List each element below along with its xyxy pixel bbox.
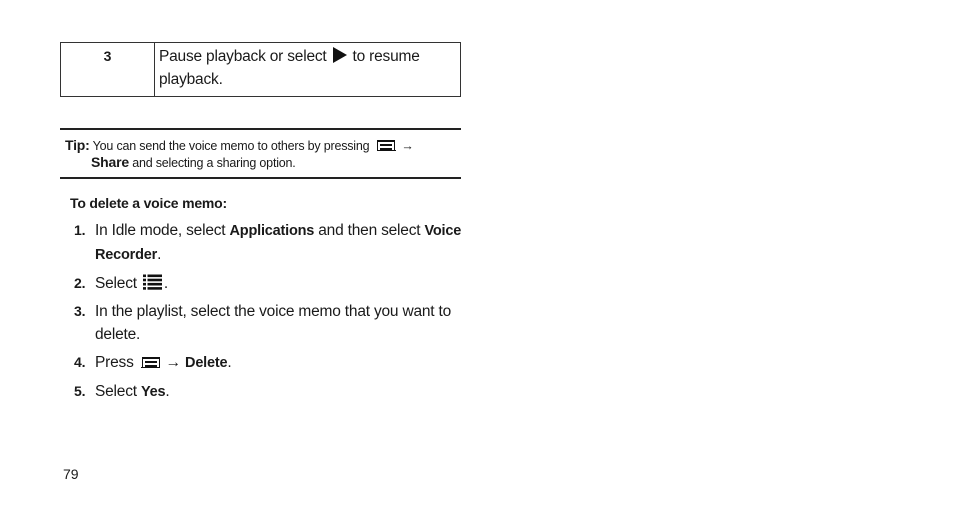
list-icon [143,274,162,290]
step-number: 3. [74,303,86,319]
tip-box [60,128,461,179]
tip-share: Share [91,154,129,170]
step-text: In the playlist, select the voice memo that you want to delete. [95,303,452,343]
section-heading: To delete a voice memo: [70,195,227,211]
table-step-number: 3 [61,43,155,96]
step-text: In Idle mode, select Applications and then select Voice Recorder. [95,222,462,263]
table-text-before: Pause playback or select [159,48,327,65]
yes-label: Yes [141,384,166,400]
step-number: 2. [74,275,86,291]
list-item [74,219,464,267]
list-item [74,300,464,346]
steps-list [74,219,464,409]
list-item [74,272,464,295]
table-text-after: to resume playback. [159,48,420,88]
menu-icon [142,357,160,368]
voice-recorder-label: Voice Recorder [95,223,462,263]
tip-arrow: → [401,139,414,153]
step-number: 5. [74,383,86,399]
list-item [74,351,464,375]
step-text: Select Yes. [95,383,170,400]
step-text: Press → Delete. [95,354,232,371]
tip-line-1 [65,137,461,154]
applications-label: Applications [229,223,315,239]
step-table [60,42,461,97]
delete-label: Delete [185,355,228,371]
step-number: 1. [74,222,86,238]
table-step-text [155,43,460,96]
play-icon [333,47,347,63]
menu-icon [377,140,395,151]
list-item [74,380,464,404]
tip-line-2 [65,154,461,171]
page-number: 79 [63,466,79,482]
tip-text: You can send the voice memo to others by pressing [92,139,370,153]
tip-label: Tip: [65,137,90,153]
step-text: Select . [95,275,168,292]
step-number: 4. [74,354,86,370]
tip-text-rest: and selecting a sharing option. [132,156,296,170]
